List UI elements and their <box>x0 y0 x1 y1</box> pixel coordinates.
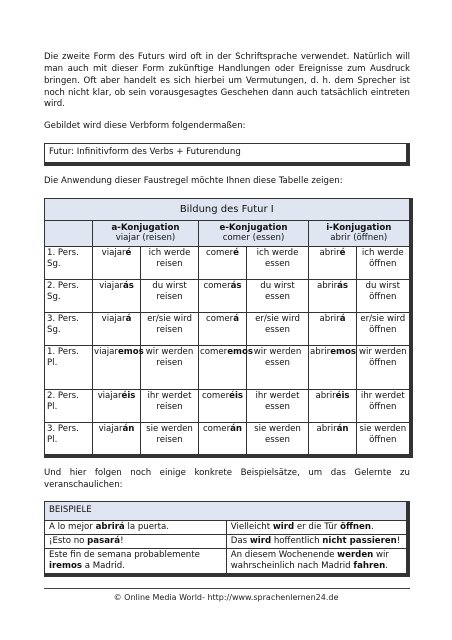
i-translation: ich werde öffnen <box>357 247 411 280</box>
i-form <box>309 247 357 280</box>
e-stem: comer <box>200 347 228 358</box>
example-spanish <box>45 534 227 548</box>
person-label: 2. Pers. Pl. <box>45 390 93 423</box>
example-spanish <box>45 520 227 534</box>
example-row <box>45 548 409 575</box>
de-aux: wird <box>272 521 295 532</box>
table-row <box>45 346 411 390</box>
header-a-sub: viajar (reisen) <box>115 233 176 244</box>
e-ending: án <box>230 424 243 435</box>
i-ending: ás <box>337 281 349 292</box>
i-ending: án <box>336 424 349 435</box>
a-stem: viajar <box>99 281 123 292</box>
de-verb: nicht passieren <box>322 535 397 546</box>
i-translation: du wirst öffnen <box>357 280 411 313</box>
de-aux: werden <box>337 549 374 560</box>
a-translation: wir werden reisen <box>141 346 199 390</box>
de-text-mid: er die Tür <box>294 521 341 532</box>
de-text-end: . <box>385 561 388 572</box>
table-row <box>45 247 411 280</box>
examples-intro: Und hier folgen noch einige konkrete Beispielsätze, um das Gelernte zu veranschaulichen: <box>44 467 410 490</box>
i-form <box>309 390 357 423</box>
e-translation: er/sie wird essen <box>247 313 309 346</box>
e-stem: comer <box>203 281 231 292</box>
i-ending: é <box>339 248 346 259</box>
i-translation: sie werden öffnen <box>357 423 411 456</box>
table-row <box>45 280 411 313</box>
a-ending: éis <box>121 391 136 402</box>
es-verb: pasará <box>87 535 121 546</box>
example-german <box>226 534 408 548</box>
a-form <box>93 280 141 313</box>
i-stem: abrir <box>319 314 340 325</box>
a-ending: ás <box>123 281 134 292</box>
es-text: A lo mejor <box>49 521 96 532</box>
a-form <box>93 247 141 280</box>
formula-text: Futur: Infinitivform des Verbs + Futurendung <box>49 147 241 158</box>
es-verb: abrirá <box>95 521 125 532</box>
e-form <box>199 247 247 280</box>
a-ending: é <box>125 248 132 259</box>
a-form <box>93 313 141 346</box>
de-verb: öffnen <box>340 521 371 532</box>
e-translation: ihr werdet essen <box>247 390 309 423</box>
es-text: Este fin de semana probablemente <box>49 549 200 560</box>
e-form <box>199 280 247 313</box>
i-ending: á <box>339 314 346 325</box>
header-e-sub: comer (essen) <box>222 233 285 244</box>
examples-table <box>44 501 410 577</box>
intro-paragraph: Die zweite Form des Futurs wird oft in der Schriftsprache verwendet. Natürlich will man auch mit dieser Form zukünftige Handlungen oder Ereignisse zum Ausdruck bringen. Oft aber handelt es sich hierbei um Vermutungen, d. h. dem Sprecher ist noch nicht klar, ob sein vorausgesagtes Geschehen dann auch tatsächlich eintreten wird. <box>44 52 410 110</box>
i-translation: er/sie wird öffnen <box>357 313 411 346</box>
de-text: An diesem Wochenende <box>230 549 338 560</box>
e-ending: á <box>233 314 239 325</box>
es-text-end: la puerta. <box>124 521 169 532</box>
a-ending: emos <box>117 347 144 358</box>
e-form <box>199 390 247 423</box>
header-i-conjugation <box>309 220 411 246</box>
table-row <box>45 390 411 423</box>
table-row <box>45 423 411 456</box>
e-translation: du wirst essen <box>247 280 309 313</box>
i-stem: abrir <box>316 281 338 292</box>
table-intro: Die Anwendung dieser Faustregel möchte Ihnen diese Tabelle zeigen: <box>44 176 343 187</box>
i-form <box>309 280 357 313</box>
a-ending: án <box>122 424 135 435</box>
e-ending: éis <box>229 391 244 402</box>
a-translation: ich werde reisen <box>141 247 199 280</box>
e-stem: comer <box>206 314 234 325</box>
de-text-mid: wir wahrscheinlich nach Madrid <box>230 549 389 572</box>
e-form <box>199 313 247 346</box>
i-form <box>309 346 357 390</box>
i-stem: abrir <box>316 424 337 435</box>
e-translation: ich werde essen <box>247 247 309 280</box>
de-text: Das <box>230 535 250 546</box>
a-form <box>93 390 141 423</box>
examples-title: BEISPIELE <box>45 502 409 520</box>
header-e-name: e-Konjugation <box>219 222 288 233</box>
table-title: Bildung des Futur I <box>45 198 411 220</box>
es-verb: iremos <box>49 561 82 572</box>
example-german <box>226 520 408 534</box>
header-blank <box>45 220 93 246</box>
i-translation: ihr werdet öffnen <box>357 390 411 423</box>
page-footer: © Online Media World- http://www.sprachenlernen24.de <box>113 593 339 602</box>
a-form <box>93 423 141 456</box>
formation-sentence: Gebildet wird diese Verbform folgendermaßen: <box>44 121 246 132</box>
e-form <box>199 346 253 390</box>
header-a-name: a-Konjugation <box>111 222 180 233</box>
de-aux: wird <box>249 535 272 546</box>
a-translation: sie werden reisen <box>141 423 199 456</box>
person-label: 2. Pers. Sg. <box>45 280 93 313</box>
example-german <box>226 548 408 575</box>
a-translation: ihr werdet reisen <box>141 390 199 423</box>
a-stem: viajar <box>94 347 118 358</box>
e-stem: comer <box>205 248 234 259</box>
de-text: Vielleicht <box>230 521 273 532</box>
e-translation: sie werden essen <box>247 423 309 456</box>
e-ending: emos <box>227 347 253 358</box>
header-i-name: i-Konjugation <box>326 222 392 233</box>
person-label: 1. Pers. Sg. <box>45 247 93 280</box>
a-translation: er/sie wird reisen <box>141 313 199 346</box>
a-stem: viajar <box>98 424 123 435</box>
es-text-end: ! <box>120 535 124 546</box>
a-form <box>93 346 144 390</box>
e-ending: é <box>233 248 240 259</box>
e-stem: comer <box>201 391 230 402</box>
e-ending: ás <box>230 281 242 292</box>
a-stem: viajar <box>101 314 126 325</box>
i-ending: éis <box>335 391 350 402</box>
a-stem: viajar <box>101 248 126 259</box>
e-translation: wir werden essen <box>247 346 309 390</box>
formula-box <box>44 143 410 166</box>
footer-divider <box>44 588 410 589</box>
i-form <box>309 313 357 346</box>
de-text-mid: hoffentlich <box>271 535 323 546</box>
header-e-conjugation <box>199 220 309 246</box>
person-label: 3. Pers. Sg. <box>45 313 93 346</box>
example-spanish <box>45 548 227 575</box>
header-a-conjugation <box>93 220 199 246</box>
header-i-sub: abrir (öffnen) <box>330 233 388 244</box>
person-label: 3. Pers. Pl. <box>45 423 93 456</box>
a-stem: viajar <box>97 391 122 402</box>
es-text-end: a Madrid. <box>82 561 125 572</box>
i-form <box>309 423 357 456</box>
de-verb: fahren <box>353 561 386 572</box>
de-text-end: ! <box>396 535 401 546</box>
i-stem: abrir <box>319 248 340 259</box>
i-translation: wir werden öffnen <box>357 346 411 390</box>
example-row <box>45 534 409 548</box>
table-row <box>45 313 411 346</box>
example-row <box>45 520 409 534</box>
a-ending: á <box>125 314 132 325</box>
conjugation-table <box>44 198 413 458</box>
e-form <box>199 423 247 456</box>
i-stem: abrir <box>315 391 336 402</box>
es-text: ¡Esto no <box>49 535 88 546</box>
person-label: 1. Pers. Pl. <box>45 346 93 390</box>
page-content <box>44 52 410 577</box>
de-text-end: . <box>371 521 374 532</box>
e-stem: comer <box>202 424 231 435</box>
a-translation: du wirst reisen <box>141 280 199 313</box>
i-ending: emos <box>330 347 356 358</box>
i-stem: abrir <box>310 347 331 358</box>
